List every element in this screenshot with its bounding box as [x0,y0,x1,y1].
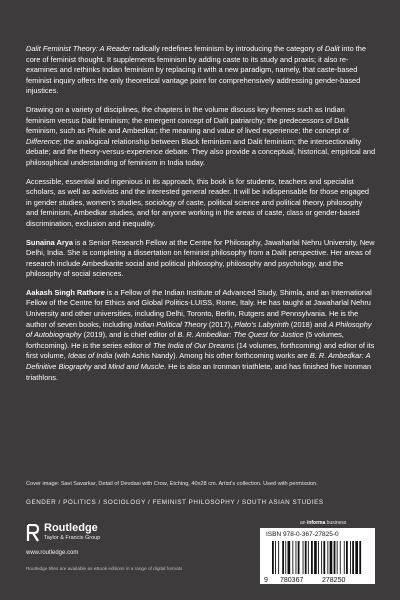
barcode-bar [323,541,325,574]
barcode-bar [330,541,333,574]
barcode-bar [305,541,307,574]
barcode-bar [321,541,322,574]
publisher-logo-block [26,520,186,560]
author-name: Sunaina Arya [26,237,73,247]
barcode-bar [346,541,348,574]
cover-image-credit: Cover image: Savi Savarkar, Detail of Devdasi with Crow, Etching, 40x28 cm. Artist’s collection. Used with permission. [26,481,318,487]
author-bio-rathore: Aakash Singh Rathore is a Fellow of the Indian Institute of Advanced Study, Shimla, and an International Fellow of the Centre for Ethics and Global Politics-LUISS, Rome, Italy. He has taught at Jawaharlal Nehru University and other universities, including Delhi, Toronto, Berlin, Rutgers and Pennsylvania. He is the author of seven books, including Indian Political Theory (2017), Plato’s Labyrinth (2018) and A Philosophy of Autobiography (2019), and is chief editor of B. R. Ambedkar: The Quest for Justice (5 volumes, forthcoming). He is the series editor of The India of Our Dreams (14 volumes, forthcoming) and editor of its first volume, Ideas of India (with Ashis Nandy). Among his other forthcoming works are B. R. Ambedkar: A Definitive Biography and Mind and Muscle. He is also an Ironman triathlete, and has finished five Ironman triathlons. [26,287,375,382]
barcode-bar [272,541,274,574]
barcode-bar [275,541,276,574]
barcode-icon [260,540,375,584]
barcode-bar [314,541,317,574]
barcode-bar [288,541,291,574]
barcode-bar [285,541,286,574]
barcode-bar [298,541,300,574]
barcode-digits-group1: 780367 [280,577,304,584]
author-name: Aakash Singh Rathore [26,287,105,297]
barcode-bar [318,541,319,574]
barcode-digit-left: 9 [264,577,268,584]
barcode-bar [334,541,336,574]
routledge-logo-icon [26,524,40,542]
ebook-note: Routledge titles are available as eBook editions in a range of digital formats [26,566,183,571]
barcode-bar [340,541,341,574]
barcode-bar [352,541,354,574]
publisher-name: Routledge [44,522,98,534]
publisher-url: www.routledge.com [26,550,79,556]
barcode-digits-group2: 278250 [322,577,346,584]
barcode-bar [303,541,304,574]
barcode-bar [359,541,361,574]
barcode-bar [278,541,279,574]
audience-paragraph: Accessible, essential and ingenious in its approach, this book is for students, teachers and specialist scholars, as well as activists and the interested general reader. It will be indispensable for those engaged in gender studies, women’s studies, sociology of caste, political science and political theory, philosophy and feminism, Ambedkar studies, and for anyone working in the areas of caste, class or gender-based discrimination, exclusion and inequality. [26,176,370,228]
barcode-bar [308,541,309,574]
back-cover-blurb [26,44,376,391]
barcode-bar [337,541,338,574]
isbn-barcode [260,528,375,584]
intro-paragraph: Dalit Feminist Theory: A Reader radically redefines feminism by introducing the category of Dalit into the core of feminist thought. It supplements feminism by adding caste to its study and praxis; it also re-examines and rethinks Indian feminism by replacing it with a new paradigm, namely, that caste-based feminist inquiry offers the only theoretical vantage point for comprehensively addressing gender-based injustices. [26,44,367,96]
barcode-bar [292,541,293,574]
publisher-group: Taylor & Francis Group [44,535,101,541]
barcode-bar [350,541,351,574]
barcode-bar [344,541,345,574]
barcode-bar [355,541,358,574]
author-bio-arya: Sunaina Arya is a Senior Research Fellow at the Centre for Philosophy, Jawaharlal Nehru University, New Delhi, India. She is completing a dissertation on feminist philosophy from a Dalit perspective. Her areas of research include Ambedkarite social and political philosophy, philosophy and psychology, and the philosophy of social sciences. [26,237,375,279]
isbn-label: ISBN 978-0-367-27825-0 [266,531,339,538]
barcode-bar [282,541,284,574]
barcode-bar [311,541,313,574]
themes-paragraph: Drawing on a variety of disciplines, the chapters in the volume discuss key themes such as Indian feminism versus Dalit feminism; the emergent concept of Dalit patriarchy; the predecessors of Dalit feminism, such as Phule and Ambedkar; the meaning and value of lived experience; the concept of Difference; the analogical relationship between Black feminism and Dalit feminism; the intersectionality debate; and the theory-versus-experience debate. They also provide a conceptual, historical, empirical and philosophical understanding of feminism in India today. [26,104,376,167]
barcode-bar [296,541,297,574]
barcode-bar [327,541,328,574]
subject-categories: GENDER / POLITICS / SOCIOLOGY / FEMINIST PHILOSOPHY / SOUTH ASIAN STUDIES [26,499,324,506]
book-title: Dalit Feminist Theory: A Reader [26,44,131,53]
informa-brand: informa [306,520,326,526]
informa-business-mark: an informa business [300,520,347,526]
